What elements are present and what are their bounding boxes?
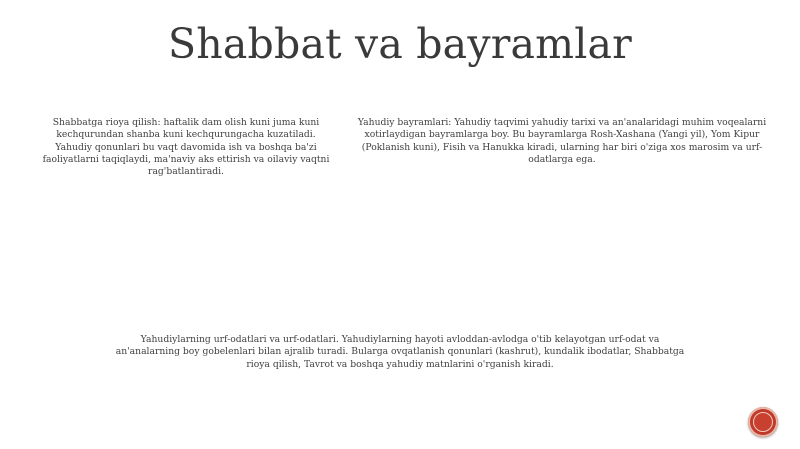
text-block-shabbat: Shabbatga rioya qilish: haftalik dam olish kuni juma kuni kechqurundan shanba kuni kechqurungacha kuzatiladi. Yahudiy qonunlari bu vaqt davomida ish va boshqa ba'zi faoliyatlarni taqiqlaydi, ma'naviy aks ettirish va oilaviy vaqtni rag'batlantiradi. (42, 117, 330, 178)
circle-nav-icon (753, 412, 773, 432)
text-block-customs: Yahudiylarning urf-odatlari va urf-odatlari. Yahudiylarning hayoti avloddan-avlodga o'tib kelayotgan urf-odat va an'analarning boy gobelenlari bilan ajralib turadi. Bularga ovqatlanish qonunlari (kashrut), kundalik ibodatlar, Shabbatga rioya qilish, Tavrot va boshqa yahudiy matnlarini o'rganish kiradi. (115, 334, 685, 370)
slide-nav-button[interactable] (748, 407, 778, 437)
slide-title: Shabbat va bayramlar (168, 20, 632, 68)
text-block-holidays: Yahudiy bayramlari: Yahudiy taqvimi yahudiy tarixi va an'analaridagi muhim voqealarni xotirlaydigan bayramlarga boy. Bu bayramlarga Rosh-Xashana (Yangi yil), Yom Kipur (Poklanish kuni), Fisih va Hanukka kiradi, ularning har biri o'ziga xos marosim va urf-odatlarga ega. (357, 117, 767, 165)
